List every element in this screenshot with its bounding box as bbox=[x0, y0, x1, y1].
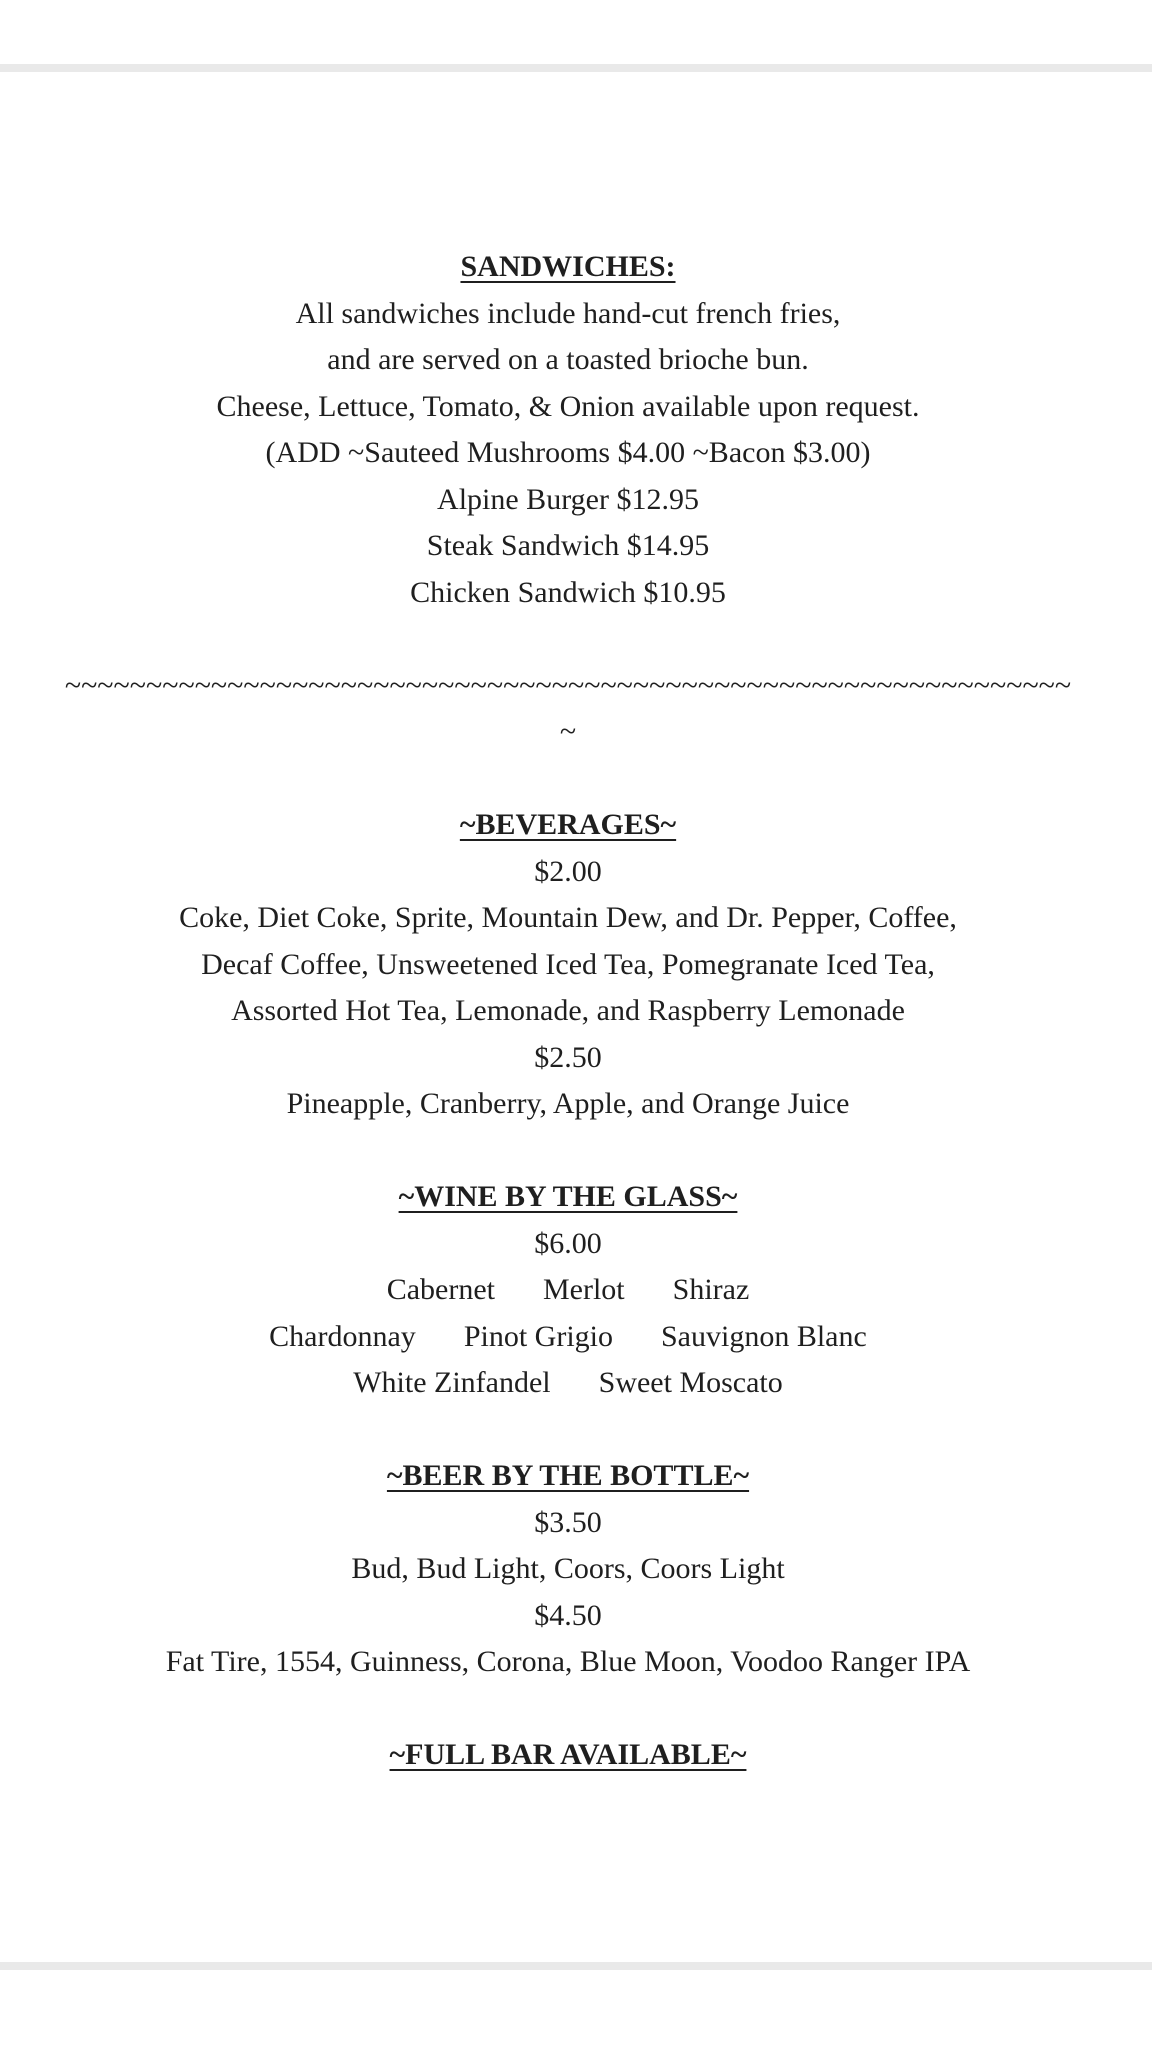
sandwiches-note: All sandwiches include hand-cut french fries, bbox=[295, 296, 841, 330]
sandwiches-note: and are served on a toasted brioche bun. bbox=[327, 343, 809, 376]
wine-item: Cabernet bbox=[386, 1273, 495, 1306]
tilde-divider-tail: ~ bbox=[559, 715, 577, 748]
price: $2.50 bbox=[534, 1040, 602, 1074]
sandwiches-section bbox=[0, 244, 1136, 616]
wine-row bbox=[0, 1360, 1136, 1407]
full-bar-heading: ~FULL BAR AVAILABLE~ bbox=[389, 1738, 747, 1771]
juice-list: Pineapple, Cranberry, Apple, and Orange Juice bbox=[286, 1087, 850, 1120]
sandwiches-note: Cheese, Lettuce, Tomato, & Onion available upon request. bbox=[216, 389, 920, 423]
price: $6.00 bbox=[534, 1226, 602, 1260]
wine-item: Sauvignon Blanc bbox=[661, 1319, 867, 1353]
tilde-divider: ~~~~~~~~~~~~~~~~~~~~~~~~~~~~~~~~~~~~~~~~~~~~~~~~~~~~~~~~~~~~~~ bbox=[64, 668, 1072, 702]
sandwiches-heading: SANDWICHES: bbox=[460, 250, 676, 283]
menu-page bbox=[0, 244, 1136, 1779]
beverages-heading: ~BEVERAGES~ bbox=[459, 808, 677, 841]
wine-item: Sweet Moscato bbox=[598, 1366, 783, 1399]
wine-item: Shiraz bbox=[672, 1273, 750, 1306]
wine-item: Merlot bbox=[542, 1273, 625, 1306]
beverages-section bbox=[0, 802, 1136, 1128]
wine-section bbox=[0, 1174, 1136, 1407]
sandwiches-addons: (ADD ~Sauteed Mushrooms $4.00 ~Bacon $3.00) bbox=[265, 436, 871, 469]
beer-list: Fat Tire, 1554, Guinness, Corona, Blue Moon, Voodoo Ranger IPA bbox=[165, 1645, 971, 1678]
beer-section bbox=[0, 1453, 1136, 1686]
wine-item: Pinot Grigio bbox=[463, 1319, 613, 1353]
price: $2.00 bbox=[534, 854, 602, 888]
wine-row bbox=[0, 1314, 1136, 1361]
bottom-page-edge bbox=[0, 1962, 1152, 1970]
beer-list: Bud, Bud Light, Coors, Coors Light bbox=[351, 1552, 785, 1585]
wine-item: White Zinfandel bbox=[353, 1366, 551, 1399]
beer-heading: ~BEER BY THE BOTTLE~ bbox=[386, 1459, 750, 1492]
menu-item: Alpine Burger $12.95 bbox=[437, 482, 699, 516]
beverage-list: Decaf Coffee, Unsweetened Iced Tea, Pomegranate Iced Tea, bbox=[201, 947, 935, 981]
top-page-edge bbox=[0, 64, 1152, 72]
wine-heading: ~WINE BY THE GLASS~ bbox=[398, 1180, 738, 1213]
price: $4.50 bbox=[534, 1598, 602, 1632]
price: $3.50 bbox=[534, 1505, 602, 1539]
beverage-list: Coke, Diet Coke, Sprite, Mountain Dew, and Dr. Pepper, Coffee, bbox=[179, 901, 957, 934]
menu-item: Chicken Sandwich $10.95 bbox=[410, 575, 726, 609]
wine-item: Chardonnay bbox=[269, 1319, 416, 1353]
beverage-list: Assorted Hot Tea, Lemonade, and Raspberry Lemonade bbox=[231, 994, 905, 1027]
wine-row bbox=[0, 1267, 1136, 1314]
menu-item: Steak Sandwich $14.95 bbox=[426, 529, 710, 562]
